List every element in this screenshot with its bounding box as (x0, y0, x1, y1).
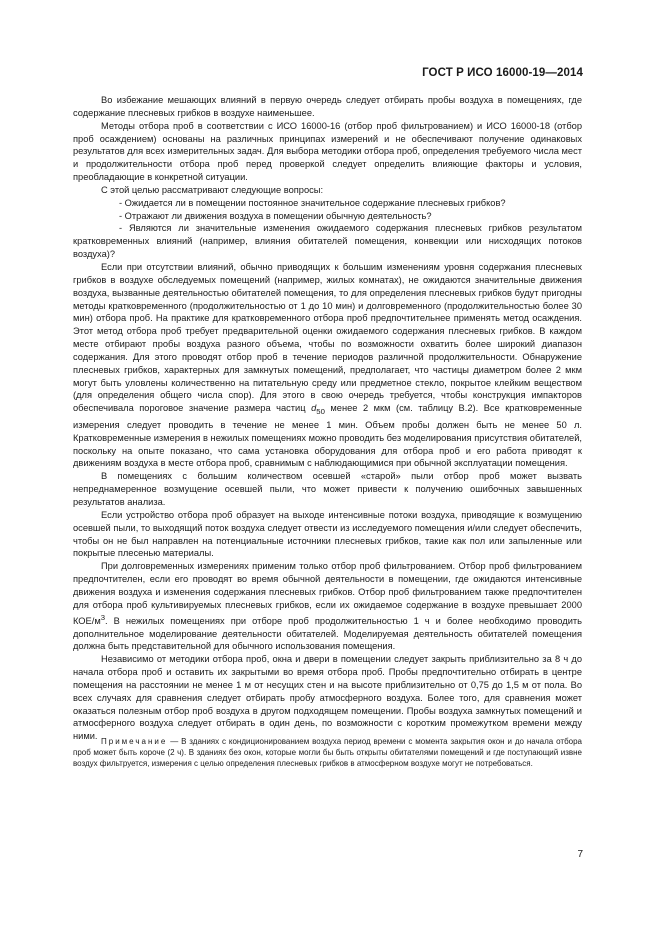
paragraph (73, 560, 582, 653)
formula-subscript: 50 (316, 407, 325, 417)
paragraph: Методы отбора проб в соответствии с ИСО 16000-16 (отбор проб фильтрованием) и ИСО 16000-18 (отбор проб осаждением) основаны на различных принципах измерений и не обеспечивают получение одинаковых результатов для всех измерительных задач. Для выбора методики отбора проб, определения требуемого числа мест и продолжительности отбора проб перед проверкой следует определить влияющие факторы и условия, преобладающие в конкретной ситуации. (73, 120, 582, 183)
document-header: ГОСТ Р ИСО 16000-19—2014 (422, 67, 583, 79)
document-body (73, 94, 582, 743)
formula-variable: d (311, 403, 317, 414)
paragraph-text: . В нежилых помещениях при отборе проб продолжительностью 1 ч и более необходимо проводить дополнительное моделирование деятельности обитателей. Моделируемая деятельность обитателей помещения должна быть представительной для обычного использования помещения. (73, 615, 582, 652)
unit-superscript: 3 (100, 612, 106, 622)
note (73, 736, 582, 769)
paragraph-text: менее 2 мкм (см. таблицу В.2). Все кратковременные измерения следует проводить в течение не менее 1 мин. Объем пробы должен быть не менее 50 л. Кратковременные измерения в нежилых помещениях можно проводить без моделирования присутствия обитателей, поскольку на опыте показано, что сама установка оборудования для отбора проб и его работа приводят к движениям воздуха в месте отбора проб, сравнимым с наблюдающимися при обычной эксплуатации помещения. (73, 403, 582, 469)
list-item: - Отражают ли движения воздуха в помещении обычную деятельность? (119, 210, 432, 221)
paragraph: С этой целью рассматривают следующие вопросы: (101, 184, 324, 195)
note-text: — В зданиях с кондиционированием воздуха период времени с момента закрытия окон и до начала отбора проб может быть короче (2 ч). В зданиях без окон, которые могли бы быть открыты обитателями помещений и где поступающий извне воздух фильтруется, измерения с целью определения плесневых грибков в атмосферном воздухе могут не потребоваться. (73, 737, 582, 768)
paragraph-text: Если при отсутствии влияний, обычно приводящих к большим изменениям уровня содержания плесневых грибков в воздухе обследуемых помещений (например, жилых комнатах), не ожидаются значительные движения воздуха, вызванные деятельностью обитателей помещения, то для определения плесневых грибков будут пригодны методы кратковременного (продолжительностью от 1 до 10 мин) и долговременного (продолжительностью более 30 мин) отбора проб. На практике для кратковременного отбора проб предпочтительнее применять метод осаждения. Этот метод отбора проб требует предварительной оценки ожидаемого содержания плесневых грибков. В каждом месте отбирают пробы воздуха разного объема, чтобы по возможности охватить более широкий диапазон содержания. Для этого проводят отбор проб в течение периодов различной продолжительности. Обнаружение плесневых грибков, характерных для замкнутых помещений, предполагает, что частицы диаметром более 2 мкм могут быть уловлены количественно на питательную среду или предметное стекло, покрытое клейким веществом (для определения общего числа спор). Для этого в свою очередь требуется, чтобы конструкция импакторов обеспечивала пороговое значение размера частиц (73, 261, 582, 414)
list-item: - Являются ли значительные изменения ожидаемого содержания плесневых грибков результатом кратковременных влияний (например, влияния обитателей помещения, конвекции или нисходящих потоков воздуха)? (73, 223, 582, 260)
list-item: - Ожидается ли в помещении постоянное значительное содержание плесневых грибков? (119, 197, 506, 208)
paragraph: Если устройство отбора проб образует на выходе интенсивные потоки воздуха, приводящие к возмущению осевшей пыли, то выходящий поток воздуха следует отвести из исследуемого помещения и/или следует обеспечить, чтобы он не был направлен на потенциальные источники плесневых грибков, такие как пол или запыленные или покрытые плесенью материалы. (73, 509, 582, 559)
page-number: 7 (577, 849, 583, 860)
paragraph-text: При долговременных измерениях применим только отбор проб фильтрованием. Отбор проб фильтрованием предпочтителен, если его проводят во время обычной деятельности в помещении, где ожидаются интенсивные движения воздуха и изменения содержания плесневых грибков. Отбор проб фильтрованием также предпочтителен для отбора проб культивируемых плесневых грибков, если их ожидаемое содержание в воздухе превышает 2000 КОЕ/м (73, 561, 582, 626)
paragraph: В помещениях с большим количеством осевшей «старой» пыли отбор проб может вызвать непреднамеренное возмущение осевшей пыли, что может привести к получению ошибочных завышенных результатов анализа. (73, 471, 582, 508)
paragraph: Во избежание мешающих влияний в первую очередь следует отбирать пробы воздуха в помещениях, где содержание плесневых грибков в воздухе наименьшее. (73, 95, 582, 118)
note-label: Примечание (101, 737, 168, 746)
paragraph (73, 261, 582, 470)
paragraph: Независимо от методики отбора проб, окна и двери в помещении следует закрыть приблизительно за 8 ч до начала отбора проб и оставить их закрытыми во время отбора проб. Пробы предпочтительно отбирать в центре помещения на расстоянии не менее 1 м от несущих стен и на высоте приблизительно от 0,75 до 1,5 м от пола. Во всех случаях для сравнения следует отбирать пробу атмосферного воздуха. Более того, для сравнения может оказаться полезным отбор проб воздуха в другом подходящем помещении. Пробы воздуха замкнутых помещений и атмосферного воздуха следует отбирать в один день, по возможности с коротким промежутком времени между ними. (73, 654, 582, 742)
